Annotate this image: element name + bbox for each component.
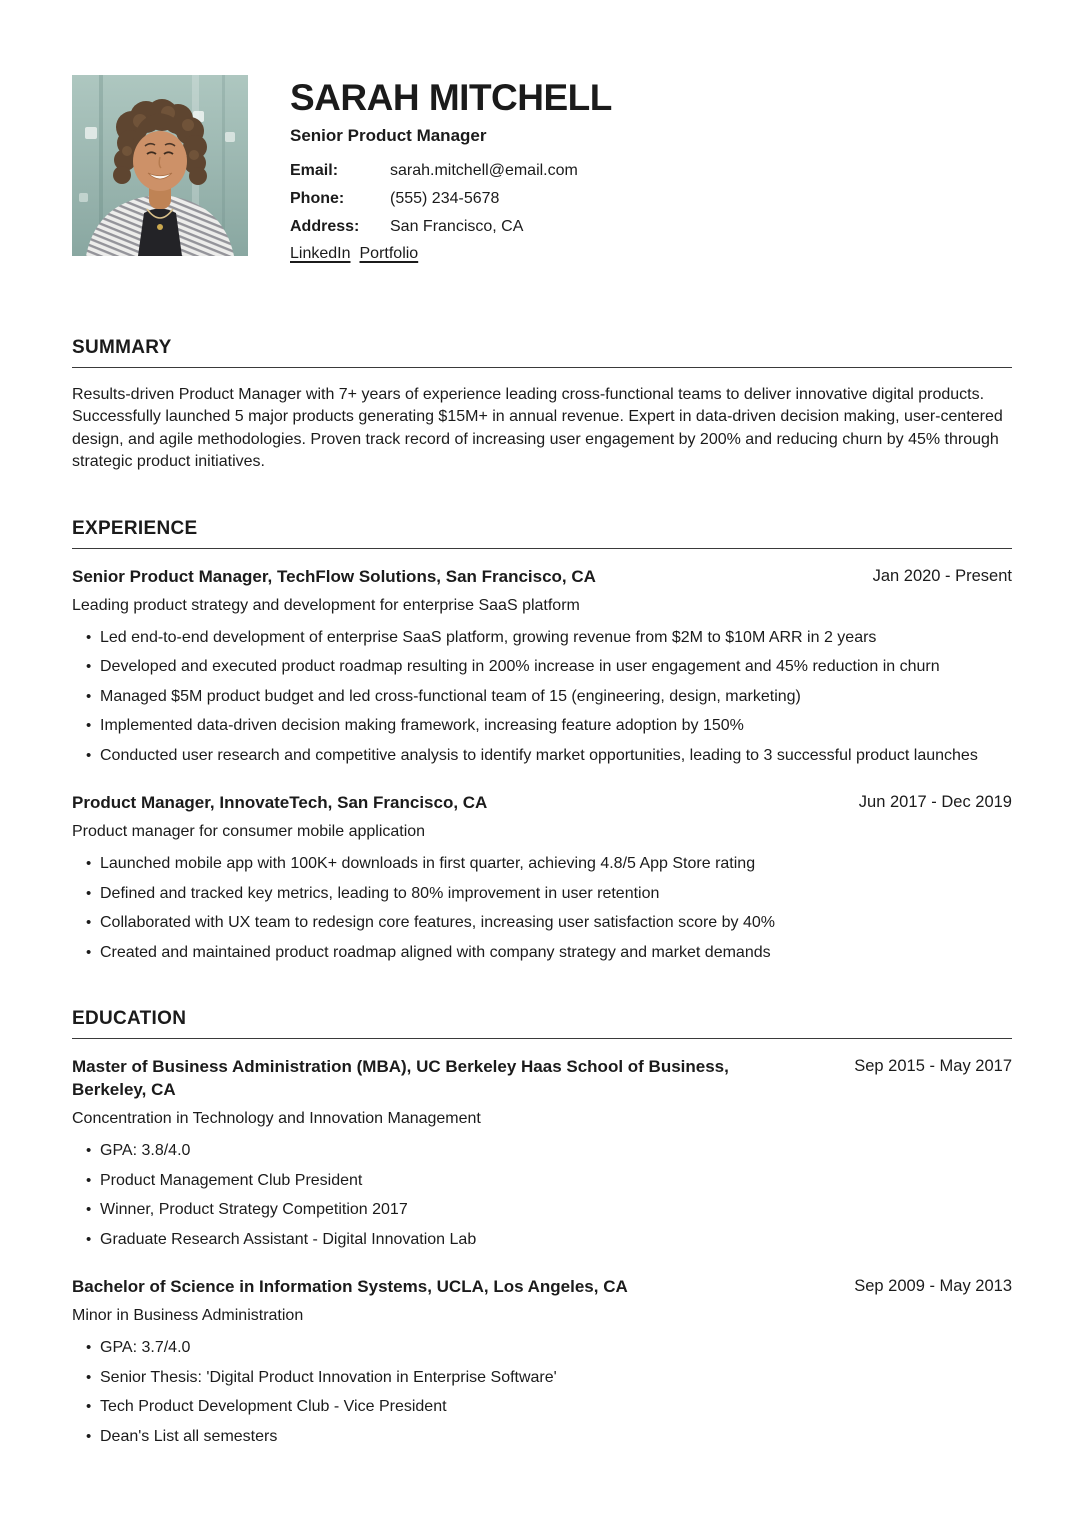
- bullet-item: • Winner, Product Strategy Competition 2017: [72, 1199, 1012, 1222]
- education-entries: [72, 1055, 1012, 1448]
- bullet-item: • Created and maintained product roadmap aligned with company strategy and market demands: [72, 942, 1012, 965]
- section-education: [72, 1008, 1012, 1448]
- bullet-item: • Developed and executed product roadmap resulting in 200% increase in user engagement and 45% reduction in churn: [72, 656, 1012, 679]
- bullet-item: • Tech Product Development Club - Vice President: [72, 1396, 1012, 1419]
- address-value: San Francisco, CA: [390, 218, 524, 235]
- experience-heading: EXPERIENCE: [72, 518, 1012, 549]
- bullet-item: • Graduate Research Assistant - Digital Innovation Lab: [72, 1229, 1012, 1252]
- job-subtitle: Leading product strategy and development for enterprise SaaS platform: [72, 596, 580, 614]
- address-label: Address:: [290, 218, 360, 235]
- section-summary: [72, 337, 1012, 474]
- contact-row-address: [290, 217, 612, 236]
- degree-dates: Sep 2009 - May 2013: [854, 1277, 1012, 1296]
- portfolio-link[interactable]: Portfolio: [359, 245, 419, 262]
- degree-title: Bachelor of Science in Information Systems, UCLA, Los Angeles, CA: [72, 1277, 628, 1297]
- degree-title: Master of Business Administration (MBA), UC Berkeley Haas School of Business, Berkeley, CA: [72, 1057, 729, 1100]
- degree-subtitle: Concentration in Technology and Innovation Management: [72, 1110, 481, 1128]
- education-entry-1: [72, 1055, 1012, 1251]
- bullet-item: • Conducted user research and competitive analysis to identify market opportunities, leading to 3 successful product launches: [72, 745, 1012, 768]
- entry-head: [72, 791, 1012, 814]
- contact-row-phone: [290, 189, 612, 208]
- bullet-item: • Collaborated with UX team to redesign core features, increasing user satisfaction score by 40%: [72, 912, 1012, 935]
- job-dates: Jun 2017 - Dec 2019: [858, 793, 1012, 812]
- degree-subtitle: Minor in Business Administration: [72, 1307, 304, 1325]
- header-info: [290, 75, 612, 263]
- experience-entry-1: [72, 565, 1012, 768]
- degree-dates: Sep 2015 - May 2017: [854, 1057, 1012, 1076]
- bullet-item: • GPA: 3.8/4.0: [72, 1140, 1012, 1163]
- experience-entry-2: [72, 791, 1012, 964]
- bullet-item: • Launched mobile app with 100K+ downloads in first quarter, achieving 4.8/5 App Store rating: [72, 853, 1012, 876]
- profile-photo: [72, 75, 248, 256]
- entry-head: [72, 1055, 1012, 1101]
- bullet-item: • GPA: 3.7/4.0: [72, 1337, 1012, 1360]
- bullet-item: • Product Management Club President: [72, 1170, 1012, 1193]
- bullet-item: • Defined and tracked key metrics, leading to 80% improvement in user retention: [72, 883, 1012, 906]
- job-bullets: [72, 627, 1012, 768]
- bullet-item: • Implemented data-driven decision making framework, increasing feature adoption by 150%: [72, 715, 1012, 738]
- bullet-item: • Managed $5M product budget and led cross-functional team of 15 (engineering, design, marketing): [72, 686, 1012, 709]
- phone-label: Phone:: [290, 190, 345, 207]
- education-entry-2: [72, 1275, 1012, 1448]
- degree-bullets: [72, 1140, 1012, 1251]
- summary-text: Results-driven Product Manager with 7+ years of experience leading cross-functional teams to deliver innovative digital products. Successfully launched 5 major products generating $15M+ in annual revenue. Expert in data-driven decision making, user-centered design, and agile methodologies. Proven track record of increasing user engagement by 200% and reducing churn by 45% through strategic product initiatives.: [72, 386, 1003, 471]
- bullet-item: • Dean's List all semesters: [72, 1426, 1012, 1449]
- person-title: Senior Product Manager: [290, 126, 487, 145]
- summary-heading: SUMMARY: [72, 337, 1012, 368]
- phone-value: (555) 234-5678: [390, 190, 500, 207]
- contact-block: [290, 161, 612, 236]
- entry-head: [72, 565, 1012, 588]
- email-label: Email:: [290, 162, 339, 179]
- experience-entries: [72, 565, 1012, 965]
- section-experience: [72, 518, 1012, 965]
- job-title: Senior Product Manager, TechFlow Solutions, San Francisco, CA: [72, 566, 596, 586]
- job-dates: Jan 2020 - Present: [872, 566, 1012, 585]
- job-bullets: [72, 853, 1012, 964]
- email-value: sarah.mitchell@email.com: [390, 162, 578, 179]
- person-name: SARAH MITCHELL: [290, 77, 612, 118]
- bullet-item: • Senior Thesis: 'Digital Product Innovation in Enterprise Software': [72, 1367, 1012, 1390]
- bullet-item: • Led end-to-end development of enterprise SaaS platform, growing revenue from $2M to $10M ARR in 2 years: [72, 627, 1012, 650]
- degree-bullets: [72, 1337, 1012, 1448]
- contact-row-email: [290, 161, 612, 180]
- job-title: Product Manager, InnovateTech, San Francisco, CA: [72, 793, 488, 813]
- education-heading: EDUCATION: [72, 1008, 1012, 1039]
- profile-photo-illustration: [72, 75, 248, 256]
- job-subtitle: Product manager for consumer mobile application: [72, 823, 426, 841]
- entry-head: [72, 1275, 1012, 1298]
- links-row: [290, 245, 612, 263]
- linkedin-link[interactable]: LinkedIn: [290, 245, 351, 262]
- resume-header: [72, 75, 1012, 263]
